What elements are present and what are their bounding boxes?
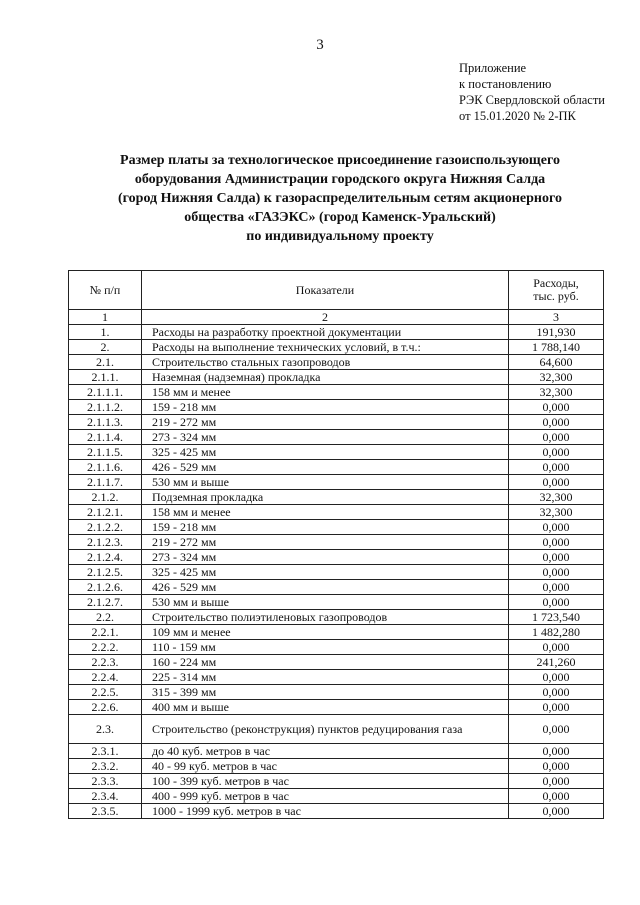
row-number-cell: 2.1.1.6. — [69, 460, 142, 475]
row-value-cell: 0,000 — [509, 550, 604, 565]
row-number-cell: 2. — [69, 340, 142, 355]
row-name-cell: 40 - 99 куб. метров в час — [142, 759, 509, 774]
table-row — [69, 640, 604, 655]
row-value-cell: 0,000 — [509, 789, 604, 804]
row-value-cell: 0,000 — [509, 700, 604, 715]
appendix-block — [459, 60, 605, 124]
row-number-cell: 2.3. — [69, 715, 142, 744]
row-value-cell: 0,000 — [509, 415, 604, 430]
appendix-line: к постановлению — [459, 77, 552, 91]
row-value-cell: 64,600 — [509, 355, 604, 370]
row-name-cell: 325 - 425 мм — [142, 445, 509, 460]
row-number-cell: 2.3.4. — [69, 789, 142, 804]
header-value-line2: тыс. руб. — [533, 289, 579, 303]
row-number-cell: 2.2.3. — [69, 655, 142, 670]
row-name-cell: Строительство полиэтиленовых газопроводов — [142, 610, 509, 625]
row-value-cell: 191,930 — [509, 325, 604, 340]
row-number-cell: 2.2. — [69, 610, 142, 625]
row-name-cell: 225 - 314 мм — [142, 670, 509, 685]
table-row — [69, 715, 604, 744]
row-number-cell: 2.1.2.2. — [69, 520, 142, 535]
appendix-line: РЭК Свердловской области — [459, 93, 605, 107]
table-row — [69, 385, 604, 400]
row-name-cell: 158 мм и менее — [142, 505, 509, 520]
row-value-cell: 0,000 — [509, 430, 604, 445]
row-name-cell: 530 мм и выше — [142, 475, 509, 490]
row-value-cell: 0,000 — [509, 595, 604, 610]
header-name: Показатели — [142, 271, 509, 310]
title-line: по индивидуальному проекту — [246, 229, 434, 244]
row-value-cell: 0,000 — [509, 640, 604, 655]
table-row — [69, 759, 604, 774]
row-number-cell: 2.1.1.3. — [69, 415, 142, 430]
table-row — [69, 550, 604, 565]
row-name-cell: до 40 куб. метров в час — [142, 744, 509, 759]
table-row — [69, 700, 604, 715]
row-name-cell: 1000 - 1999 куб. метров в час — [142, 804, 509, 819]
table-row — [69, 804, 604, 819]
row-name-cell: 530 мм и выше — [142, 595, 509, 610]
row-number-cell: 2.2.4. — [69, 670, 142, 685]
row-name-cell: Наземная (надземная) прокладка — [142, 370, 509, 385]
row-name-cell: 426 - 529 мм — [142, 460, 509, 475]
title-line: оборудования Администрации городского округа Нижняя Салда — [134, 172, 546, 187]
table-row — [69, 520, 604, 535]
row-value-cell: 0,000 — [509, 400, 604, 415]
row-number-cell: 2.1.2. — [69, 490, 142, 505]
row-number-cell: 2.2.1. — [69, 625, 142, 640]
table-row — [69, 355, 604, 370]
header-num: № п/п — [69, 271, 142, 310]
table-row — [69, 535, 604, 550]
row-name-cell: Подземная прокладка — [142, 490, 509, 505]
row-value-cell: 241,260 — [509, 655, 604, 670]
index-cell: 3 — [509, 310, 604, 325]
row-name-cell: 159 - 218 мм — [142, 520, 509, 535]
page-number: 3 — [316, 37, 324, 53]
table-row — [69, 625, 604, 640]
row-value-cell: 0,000 — [509, 535, 604, 550]
row-name-cell: Строительство (реконструкция) пунктов редуцирования газа — [142, 715, 509, 744]
row-name-cell: 160 - 224 мм — [142, 655, 509, 670]
row-value-cell: 0,000 — [509, 670, 604, 685]
table-row — [69, 340, 604, 355]
row-name-cell: 109 мм и менее — [142, 625, 509, 640]
appendix-line: Приложение — [459, 61, 527, 75]
row-value-cell: 0,000 — [509, 580, 604, 595]
row-name-cell: 219 - 272 мм — [142, 535, 509, 550]
row-number-cell: 2.2.6. — [69, 700, 142, 715]
table-body — [69, 325, 604, 819]
row-value-cell: 0,000 — [509, 774, 604, 789]
row-value-cell: 1 723,540 — [509, 610, 604, 625]
table-row — [69, 655, 604, 670]
table-row — [69, 505, 604, 520]
row-number-cell: 2.2.2. — [69, 640, 142, 655]
row-value-cell: 0,000 — [509, 715, 604, 744]
row-number-cell: 2.3.3. — [69, 774, 142, 789]
header-value — [509, 271, 604, 310]
table-row — [69, 610, 604, 625]
index-cell: 1 — [69, 310, 142, 325]
header-value-line1: Расходы, — [533, 276, 579, 290]
row-number-cell: 2.2.5. — [69, 685, 142, 700]
row-name-cell: 100 - 399 куб. метров в час — [142, 774, 509, 789]
row-name-cell: 400 - 999 куб. метров в час — [142, 789, 509, 804]
title-line: общества «ГАЗЭКС» (город Каменск-Уральский) — [184, 210, 496, 225]
table-row — [69, 430, 604, 445]
row-value-cell: 0,000 — [509, 565, 604, 580]
row-value-cell: 0,000 — [509, 475, 604, 490]
row-value-cell: 0,000 — [509, 759, 604, 774]
table-header-row — [69, 271, 604, 310]
title-line: (город Нижняя Салда) к газораспределительным сетям акционерного — [118, 191, 562, 206]
table-row — [69, 475, 604, 490]
row-value-cell: 1 788,140 — [509, 340, 604, 355]
row-value-cell: 32,300 — [509, 505, 604, 520]
row-name-cell: 315 - 399 мм — [142, 685, 509, 700]
row-value-cell: 0,000 — [509, 445, 604, 460]
row-value-cell: 0,000 — [509, 520, 604, 535]
table-row — [69, 445, 604, 460]
table-row — [69, 370, 604, 385]
table-row — [69, 789, 604, 804]
table-index-row — [69, 310, 604, 325]
row-number-cell: 2.3.2. — [69, 759, 142, 774]
table-row — [69, 580, 604, 595]
row-number-cell: 2.1.1.2. — [69, 400, 142, 415]
row-number-cell: 2.1.2.4. — [69, 550, 142, 565]
row-value-cell: 32,300 — [509, 490, 604, 505]
row-value-cell: 0,000 — [509, 685, 604, 700]
fee-table — [68, 270, 604, 819]
row-name-cell: 158 мм и менее — [142, 385, 509, 400]
row-name-cell: 325 - 425 мм — [142, 565, 509, 580]
title-line: Размер платы за технологическое присоединение газоиспользующего — [120, 153, 560, 168]
row-number-cell: 1. — [69, 325, 142, 340]
row-name-cell: 110 - 159 мм — [142, 640, 509, 655]
row-number-cell: 2.3.5. — [69, 804, 142, 819]
appendix-line: от 15.01.2020 № 2-ПК — [459, 109, 576, 123]
row-number-cell: 2.1.1.4. — [69, 430, 142, 445]
table-row — [69, 325, 604, 340]
row-number-cell: 2.1. — [69, 355, 142, 370]
row-name-cell: 426 - 529 мм — [142, 580, 509, 595]
row-name-cell: 273 - 324 мм — [142, 430, 509, 445]
index-cell: 2 — [142, 310, 509, 325]
table-row — [69, 490, 604, 505]
row-number-cell: 2.1.2.6. — [69, 580, 142, 595]
row-name-cell: Расходы на разработку проектной документации — [142, 325, 509, 340]
row-value-cell: 1 482,280 — [509, 625, 604, 640]
table-row — [69, 460, 604, 475]
table-row — [69, 595, 604, 610]
table-row — [69, 685, 604, 700]
row-name-cell: 273 - 324 мм — [142, 550, 509, 565]
row-name-cell: 400 мм и выше — [142, 700, 509, 715]
row-number-cell: 2.1.1.5. — [69, 445, 142, 460]
row-value-cell: 0,000 — [509, 460, 604, 475]
table-row — [69, 774, 604, 789]
table-row — [69, 415, 604, 430]
row-name-cell: Расходы на выполнение технических условий, в т.ч.: — [142, 340, 509, 355]
table-row — [69, 565, 604, 580]
row-number-cell: 2.1.1.1. — [69, 385, 142, 400]
row-name-cell: Строительство стальных газопроводов — [142, 355, 509, 370]
table-row — [69, 744, 604, 759]
row-number-cell: 2.1.2.3. — [69, 535, 142, 550]
document-title — [80, 151, 600, 246]
row-number-cell: 2.1.1.7. — [69, 475, 142, 490]
row-value-cell: 32,300 — [509, 385, 604, 400]
row-number-cell: 2.1.1. — [69, 370, 142, 385]
table-row — [69, 400, 604, 415]
row-name-cell: 159 - 218 мм — [142, 400, 509, 415]
row-value-cell: 0,000 — [509, 744, 604, 759]
row-number-cell: 2.3.1. — [69, 744, 142, 759]
row-number-cell: 2.1.2.5. — [69, 565, 142, 580]
row-value-cell: 32,300 — [509, 370, 604, 385]
row-number-cell: 2.1.2.1. — [69, 505, 142, 520]
row-value-cell: 0,000 — [509, 804, 604, 819]
table-row — [69, 670, 604, 685]
row-number-cell: 2.1.2.7. — [69, 595, 142, 610]
row-name-cell: 219 - 272 мм — [142, 415, 509, 430]
